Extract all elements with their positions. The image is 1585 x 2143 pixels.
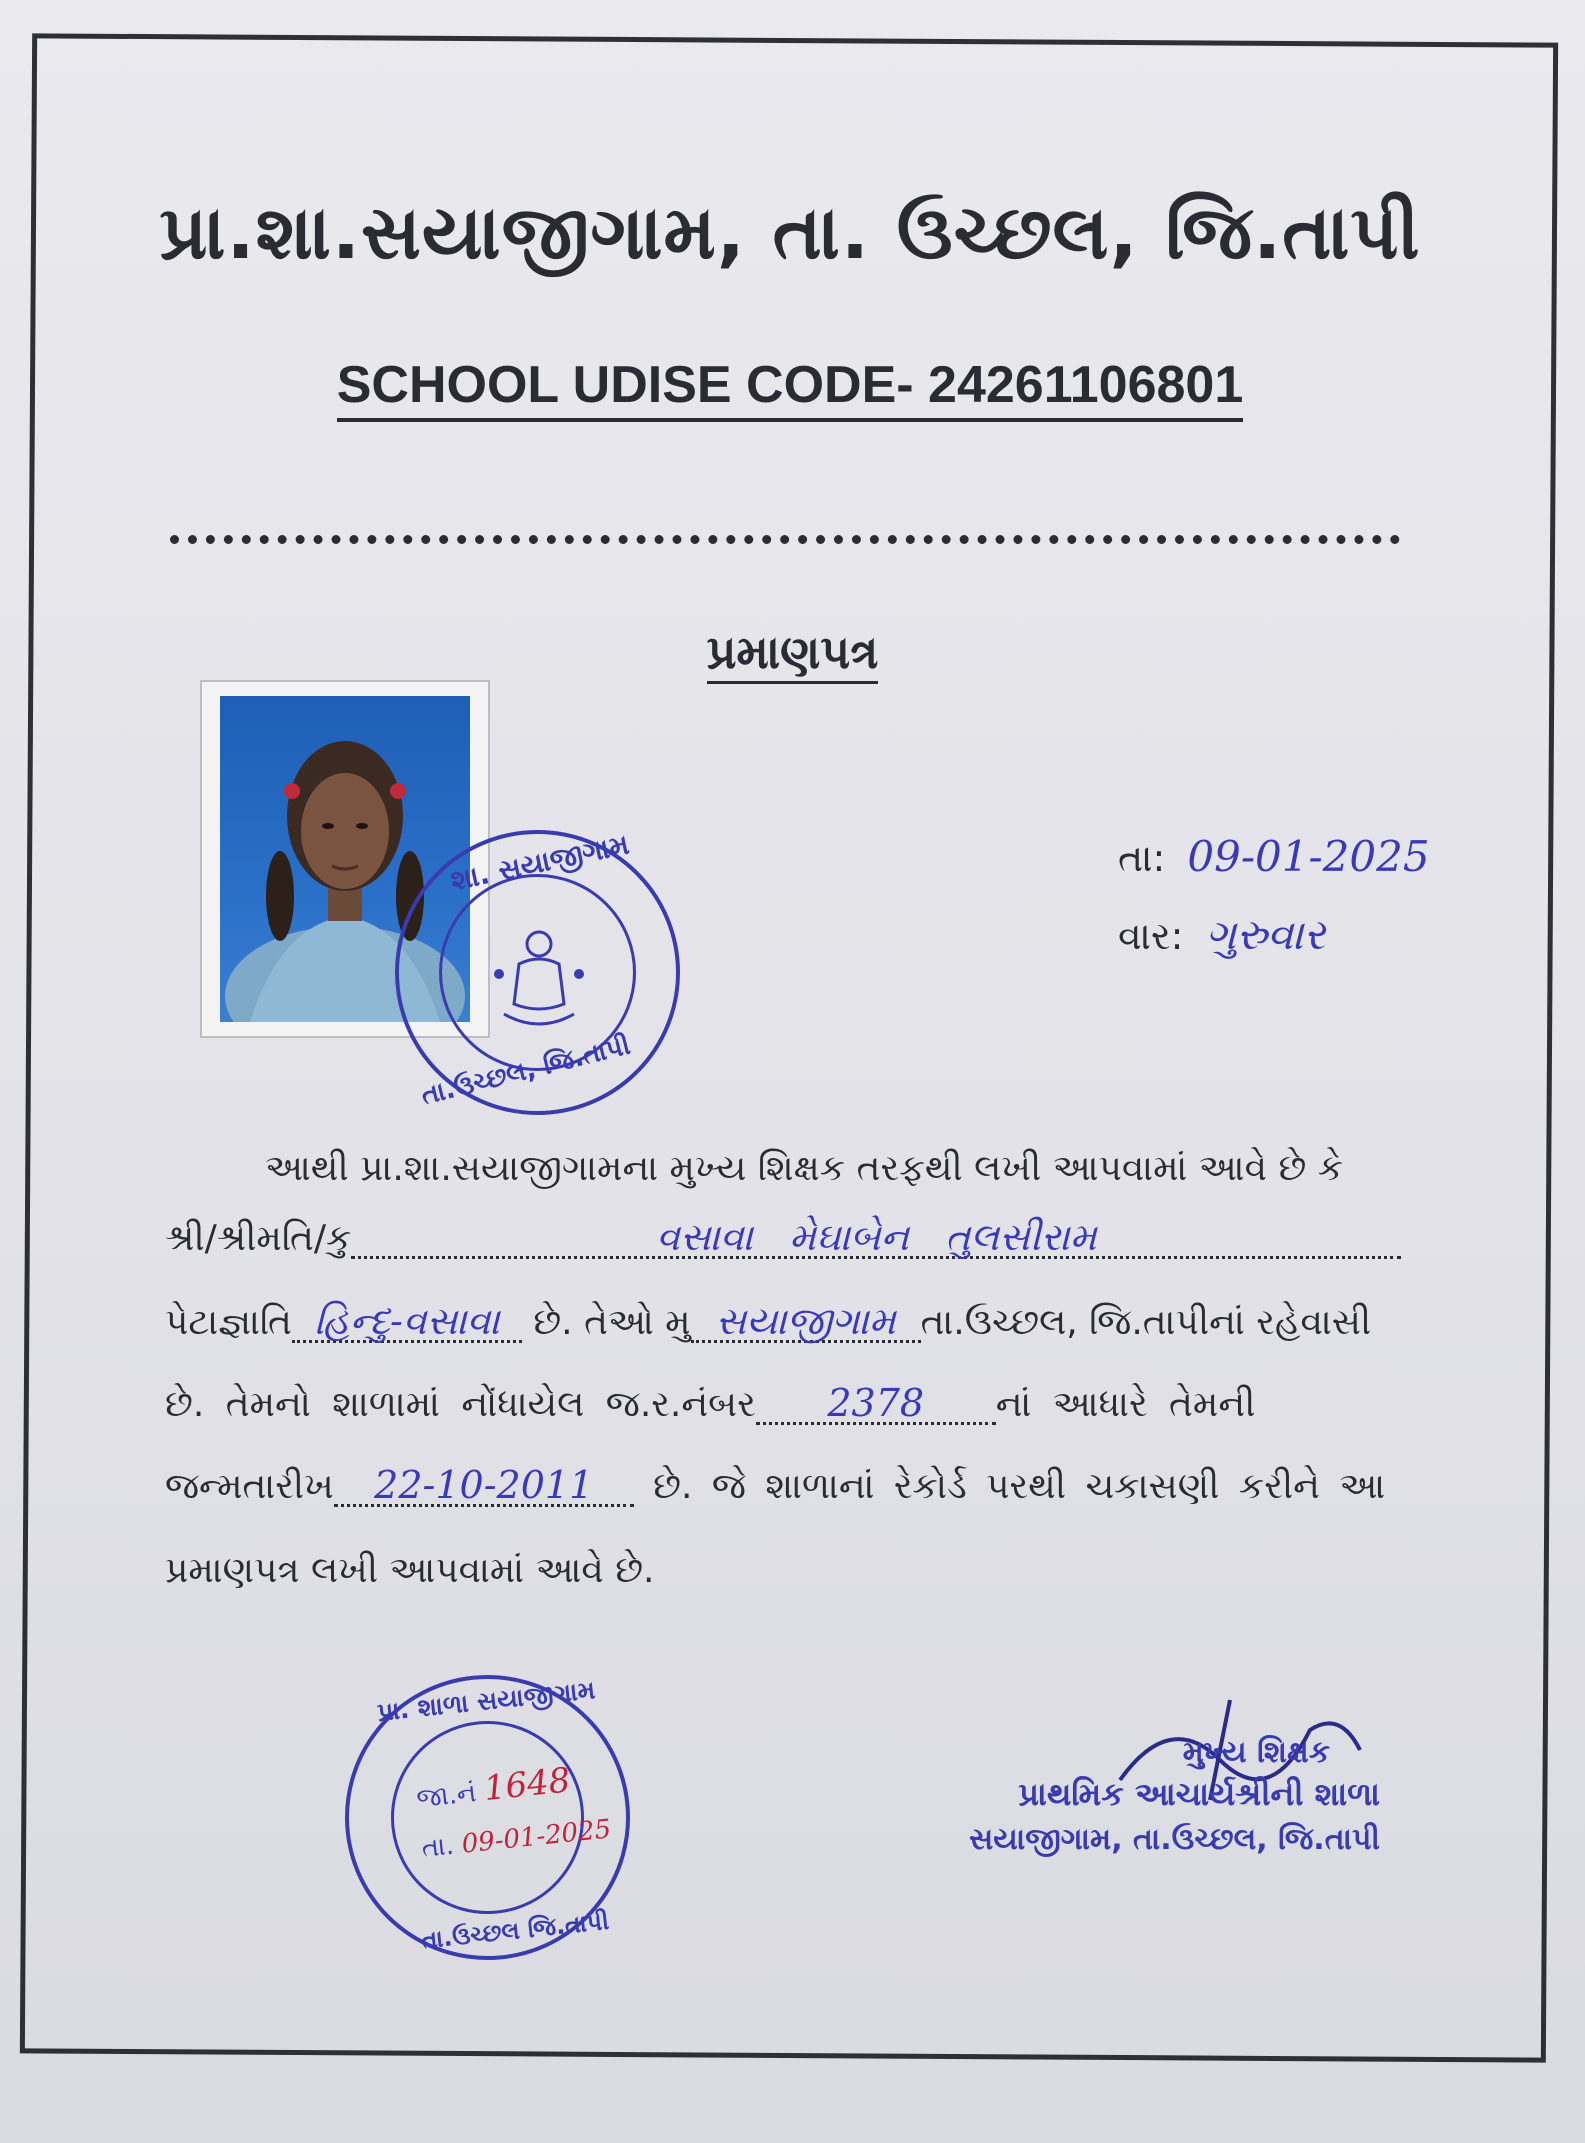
caste-label: પેટાજ્ઞાતિ	[165, 1302, 292, 1343]
body-line-1	[265, 1148, 1525, 1190]
day-line	[1118, 910, 1325, 960]
seal-bottom-top-text: પ્રા. શાળા સયાજીગામ	[375, 1675, 597, 1727]
reg-prefix: છે. તેમનો શાળામાં નોંધાયેલ જ.ર.નંબર	[165, 1384, 756, 1425]
reg-suffix: નાં આધારે તેમની	[995, 1384, 1256, 1425]
seal-number-label: જા.નં	[415, 1778, 478, 1815]
deity-emblem-icon	[479, 914, 599, 1034]
signature-address: સયાજીગામ, તા.ઉચ્છલ, જિ.તાપી	[968, 1822, 1380, 1857]
student-name-field: વસાવા મેઘાબેન તુલસીરામ	[351, 1218, 1401, 1259]
seal-top-text: શા. સયાજીગામ	[447, 827, 632, 898]
body-line-5	[165, 1550, 1425, 1592]
body-line-dob	[165, 1463, 1425, 1508]
certificate-heading	[0, 625, 1585, 681]
body-line-name	[165, 1215, 1425, 1260]
seal-number-value: 1648	[481, 1760, 573, 1810]
seal-date-value: 09-01-2025	[460, 1814, 613, 1860]
dotted-divider	[170, 535, 1400, 544]
dob-suffix: છે. જે શાળાનાં રેકોર્ડ પરથી ચકાસણી કરીને આ	[653, 1466, 1386, 1507]
day-value: ગુરુવાર	[1205, 910, 1326, 959]
seal-date-label: તા.	[420, 1830, 456, 1864]
school-title: પ્રા.શા.સયાજીગામ, તા. ઉચ્છલ, જિ.તાપી	[159, 190, 1421, 276]
day-label: વાર:	[1118, 914, 1184, 958]
date-line	[1118, 832, 1430, 881]
seal-bottom-bottom-text: તા.ઉચ્છલ જિ.તાપી	[420, 1906, 611, 1955]
seal-bottom-inner-ring	[381, 1711, 593, 1923]
body-line-reg	[165, 1381, 1425, 1426]
body-line-caste	[165, 1299, 1425, 1344]
village-suffix: તા.ઉચ્છલ, જિ.તાપીનાં રહેવાસી	[920, 1302, 1372, 1343]
caste-suffix: છે. તેઓ મુ	[533, 1302, 691, 1343]
udise-code	[60, 355, 1520, 415]
name-label: શ્રી/શ્રીમતિ/કુ	[165, 1218, 352, 1259]
signature-designation: પ્રાથમિક આચાર્યશ્રીની શાળા	[1018, 1775, 1380, 1813]
school-seal-top	[395, 827, 680, 1115]
body-line-5-text: પ્રમાણપત્ર લખી આપવામાં આવે છે.	[165, 1550, 655, 1591]
certificate-heading-text: પ્રમાણપત્ર	[707, 625, 879, 684]
date-label: તા:	[1118, 836, 1166, 880]
village-field: સયાજીગામ	[691, 1302, 921, 1343]
reg-number-field: 2378	[756, 1384, 996, 1425]
caste-field: હિન્દુ-વસાવા	[292, 1302, 522, 1343]
seal-bottom-text: તા.ઉચ્છલ, જિ.તાપી	[418, 1030, 634, 1112]
dob-field: 22-10-2011	[334, 1466, 634, 1507]
dob-label: જન્મતારીખ	[165, 1466, 334, 1507]
body-line-1-text: આથી પ્રા.શા.સયાજીગામના મુખ્ય શિક્ષક તરફથી લખી આપવામાં આવે છે કે	[265, 1148, 1344, 1189]
date-value: 09-01-2025	[1187, 832, 1430, 881]
udise-text: SCHOOL UDISE CODE- 24261106801	[337, 356, 1244, 422]
signature-title: મુખ્ય શિક્ષક	[1182, 1735, 1330, 1770]
